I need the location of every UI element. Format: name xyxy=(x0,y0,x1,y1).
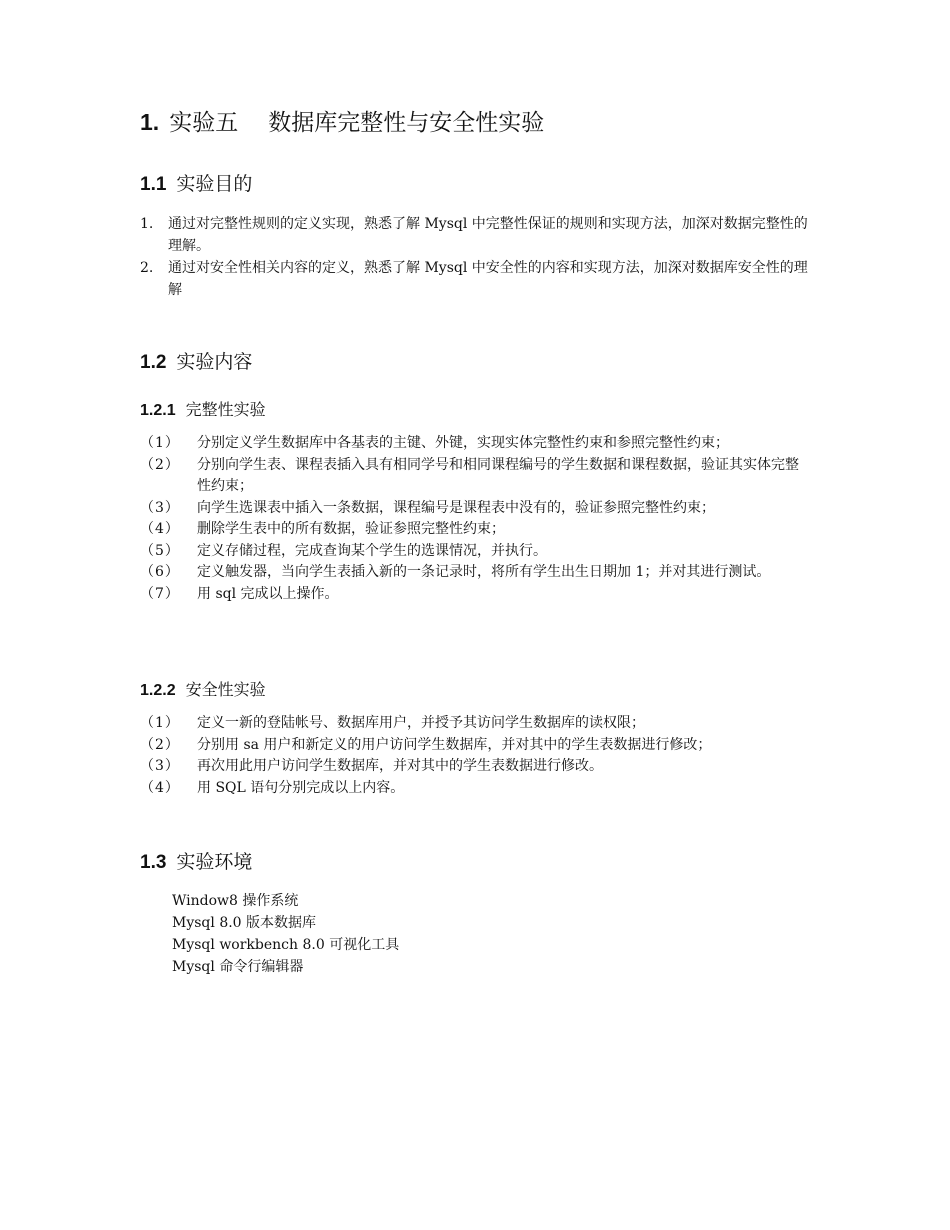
list-marker: （7） xyxy=(140,585,180,602)
list-marker: （1） xyxy=(140,435,180,451)
title-number: 1. xyxy=(140,109,160,135)
list-marker: （4） xyxy=(140,521,180,537)
section-heading-purpose xyxy=(140,170,252,199)
list-text: 通过对完整性规则的定义实现，熟悉了解 Mysql 中完整性保证的规则和实现方法，加深对数据完整性的理解。 xyxy=(168,216,808,254)
list-marker: 1. xyxy=(140,216,154,232)
list-item xyxy=(140,433,812,455)
environment-list xyxy=(172,890,399,978)
list-item xyxy=(140,713,812,735)
list-marker: （3） xyxy=(140,758,180,774)
title-part-a: 实验五 xyxy=(169,110,239,136)
list-item xyxy=(140,519,812,541)
list-item xyxy=(140,498,812,520)
list-marker: （6） xyxy=(140,564,180,580)
environment-item: Window8 操作系统 xyxy=(172,893,299,909)
list-item xyxy=(140,778,812,800)
list-marker: （5） xyxy=(140,542,180,559)
list-text: 用 sql 完成以上操作。 xyxy=(197,585,339,602)
list-item xyxy=(140,562,812,584)
list-marker: （2） xyxy=(140,456,180,473)
environment-item: Mysql 命令行编辑器 xyxy=(172,959,304,975)
security-list xyxy=(140,713,812,799)
list-text: 再次用此用户访问学生数据库，并对其中的学生表数据进行修改。 xyxy=(197,758,603,774)
section-number: 1.1 xyxy=(140,174,167,195)
subsection-label: 安全性实验 xyxy=(185,680,266,699)
environment-item: Mysql 8.0 版本数据库 xyxy=(172,915,317,931)
list-text: 定义触发器，当向学生表插入新的一条记录时，将所有学生出生日期加 1；并对其进行测试。 xyxy=(197,564,771,580)
list-text: 定义存储过程，完成查询某个学生的选课情况，并执行。 xyxy=(197,542,547,559)
list-marker: （4） xyxy=(140,779,180,796)
subsection-label: 完整性实验 xyxy=(185,400,266,419)
list-item xyxy=(140,455,812,498)
document-title xyxy=(140,106,544,139)
list-item xyxy=(140,213,812,257)
list-item xyxy=(140,584,812,606)
title-part-b: 数据库完整性与安全性实验 xyxy=(268,110,545,136)
list-item xyxy=(140,541,812,563)
subsection-number: 1.2.1 xyxy=(140,402,176,419)
list-text: 分别用 sa 用户和新定义的用户访问学生数据库，并对其中的学生表数据进行修改； xyxy=(197,736,712,753)
list-item xyxy=(140,735,812,757)
list-text: 向学生选课表中插入一条数据，课程编号是课程表中没有的，验证参照完整性约束； xyxy=(197,499,715,516)
section-heading-content xyxy=(140,348,252,377)
list-text: 分别定义学生数据库中各基表的主键、外键，实现实体完整性约束和参照完整性约束； xyxy=(197,435,729,451)
list-item xyxy=(140,257,812,301)
list-item xyxy=(140,756,812,778)
section-label: 实验目的 xyxy=(176,173,253,195)
integrity-list xyxy=(140,433,812,605)
purpose-list xyxy=(140,213,812,301)
list-marker: （2） xyxy=(140,736,180,753)
list-text: 分别向学生表、课程表插入具有相同学号和相同课程编号的学生数据和课程数据，验证其实体完整性约束； xyxy=(197,456,799,494)
list-text: 用 SQL 语句分别完成以上内容。 xyxy=(197,779,405,796)
subsection-heading-integrity xyxy=(140,398,266,423)
section-number: 1.2 xyxy=(140,352,167,373)
list-marker: （1） xyxy=(140,715,180,731)
list-marker: （3） xyxy=(140,499,180,516)
subsection-number: 1.2.2 xyxy=(140,682,176,699)
subsection-heading-security xyxy=(140,678,266,703)
environment-item: Mysql workbench 8.0 可视化工具 xyxy=(172,937,400,953)
list-text: 通过对安全性相关内容的定义，熟悉了解 Mysql 中安全性的内容和实现方法，加深对数据库安全性的理解 xyxy=(168,260,808,298)
section-label: 实验内容 xyxy=(176,351,253,373)
section-label: 实验环境 xyxy=(176,851,253,873)
list-text: 定义一新的登陆帐号、数据库用户，并授予其访问学生数据库的读权限； xyxy=(197,715,645,731)
section-number: 1.3 xyxy=(140,852,167,873)
list-text: 删除学生表中的所有数据，验证参照完整性约束； xyxy=(197,521,505,537)
list-marker: 2. xyxy=(140,260,154,276)
section-heading-environment xyxy=(140,848,252,877)
